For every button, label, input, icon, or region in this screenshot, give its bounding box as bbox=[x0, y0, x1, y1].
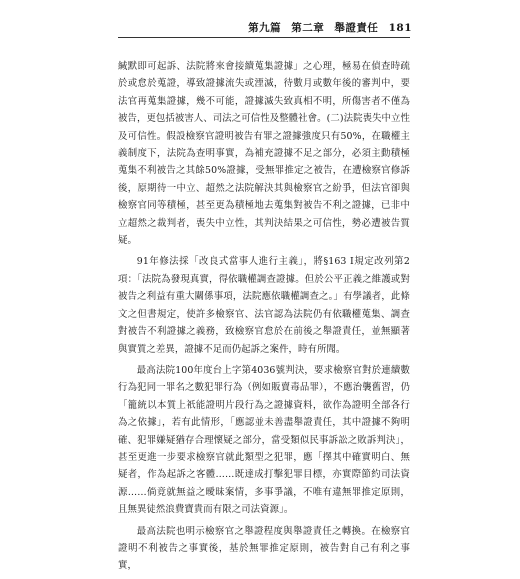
header-title: 舉證責任 bbox=[334, 22, 379, 34]
body-text bbox=[118, 58, 410, 579]
paragraph-1: 緘默即可起訴、法院將來會接續蒐集證據」之心理，極易在偵查時疏於或怠於蒐證，導致證據流失或湮滅，待數月或數年後的審判中，要法官再蒐集證據，幾不可能，證據滅失致真相不明，所傷害者不僅為被告，更包括被害人、司法之可信性及整體社會。(二)法院喪失中立性及可信性。假設檢察官證明被告有罪之證據強度只有50%，在職權主義制度下，法院為查明事實，為補充證據不足之部分，必須主動積極蒐集不利被告之其餘50%證據，受無罪推定之被告，在遭檢察官修訴後，原期待一中立、超然之法院解決其與檢察官之紛爭，但法官卻與檢察官同等積極，甚至更為積極地去蒐集對被告不利之證據，已非中立超然之裁判者，喪失中立性，其判決結果之可信性，勢必遭被告質疑。 bbox=[118, 61, 410, 247]
paragraph-2: 91年修法採「改良式當事人進行主義」，將§163 I規定改列第2項：「法院為發現真實，得依職權調查證據。但於公平正義之維護或對被告之利益有重大關係事項，法院應依職權調查之。」有學議者，此條文之但書規定，使許多檢察官、法官認為法院仍有依職權蒐集、調查對被告不利證據之義務，致檢察官怠於在前後之舉證責任，並無顯著與實質之差異，證據不足而仍起訴之案件，時有所聞。 bbox=[118, 256, 410, 355]
header-rule bbox=[118, 37, 410, 38]
paragraph-4: 最高法院也明示檢察官之舉證程度與舉證責任之轉換。在檢察官證明不利被告之事實後，基於無罪推定原則，被告對自己有利之事實， bbox=[118, 525, 410, 572]
page-number: 181 bbox=[388, 22, 412, 34]
header-chapter: 第九篇 bbox=[248, 22, 282, 34]
paragraph-3: 最高法院100年度台上字第4036號判決，要求檢察官對於連續數行為犯同一罪名之數犯罪行為（例如販賣毒品罪），不應治襲舊習，仍「籠統以本質上祇能證明片段行為之證據資料，欲作為證明全部各行為之依據」，若有此情形，「應認並未善盡舉證責任，其中證據不夠明確、犯罪嫌疑猶存合理懷疑之部分，當受類似民事訴訟之敗訴判決」，甚至更進一步要求檢察官就此類型之犯罪，應「擇其中確實明白、無疑者，作為起訴之客體……既達成打擊犯罪目標，亦實際節約司法資源……倘竟就無益之曖昧案情，多事爭議，不唯有違無罪推定原則，且無異徒然浪費寶貴而有限之司法資源」。 bbox=[118, 364, 410, 516]
header-section: 第二章 bbox=[291, 22, 325, 34]
running-header bbox=[242, 20, 412, 35]
